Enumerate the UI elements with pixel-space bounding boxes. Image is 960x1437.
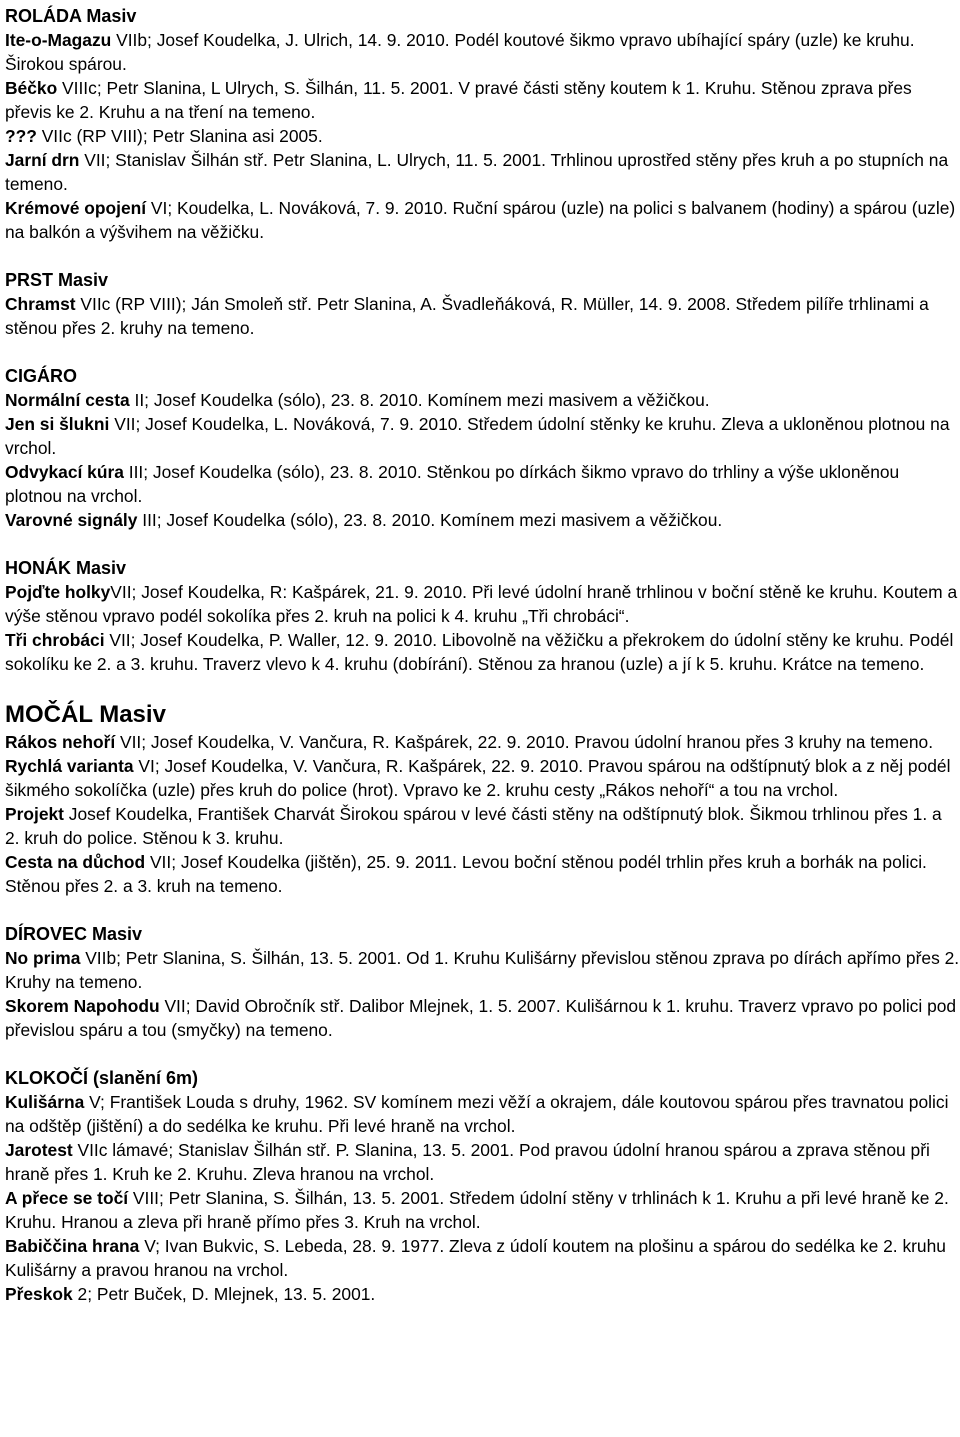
section-heading: ROLÁDA Masiv [5, 6, 137, 26]
route-entry [5, 508, 960, 532]
route-name: Přeskok [5, 1284, 73, 1304]
section-heading: MOČÁL Masiv [5, 701, 166, 728]
section [5, 1066, 960, 1306]
route-entry [5, 802, 960, 850]
route-description: V; František Louda s druhy, 1962. SV komínem mezi věží a okrajem, dále koutovou spárou přes travnatou polici na odštěp (jištění) a do sedélka ke kruhu. Při levé hraně na vrchol. [5, 1092, 949, 1136]
route-name: Tři chrobáci [5, 630, 105, 650]
route-description: Josef Koudelka, František Charvát Širokou spárou v levé části stěny na odštípnutý blok. Šikmou trhlinou přes 1. a 2. kruh do police. Stěnou k 3. kruhu. [5, 804, 942, 848]
route-description: VIII; Petr Slanina, S. Šilhán, 13. 5. 2001. Středem údolní stěny v trhlinách k 1. Kruhu a při levé hraně ke 2. Kruhu. Hranou a zleva při hraně přímo přes 3. Kruh na vrchol. [5, 1188, 949, 1232]
route-name: Ite-o-Magazu [5, 30, 112, 50]
section-spacer [5, 532, 960, 556]
route-entry [5, 388, 960, 412]
route-name: Krémové opojení [5, 198, 147, 218]
route-entry [5, 460, 960, 508]
route-name: Jarní drn [5, 150, 80, 170]
route-name: No prima [5, 948, 81, 968]
route-entry [5, 1282, 960, 1306]
route-entry [5, 628, 960, 676]
section-heading: HONÁK Masiv [5, 558, 127, 578]
section-heading: KLOKOČÍ (slanění 6m) [5, 1068, 199, 1088]
route-name: Cesta na důchod [5, 852, 146, 872]
route-name: Projekt [5, 804, 64, 824]
route-entry [5, 412, 960, 460]
route-description: V; Ivan Bukvic, S. Lebeda, 28. 9. 1977. Zleva z údolí koutem na plošinu a spárou do sedélka ke 2. kruhu Kulišárny a pravou hranou na vrchol. [5, 1236, 946, 1280]
section-heading: DÍROVEC Masiv [5, 924, 143, 944]
route-name: Odvykací kúra [5, 462, 124, 482]
section-spacer [5, 898, 960, 922]
route-description: VII; Josef Koudelka, V. Vančura, R. Kašpárek, 22. 9. 2010. Pravou údolní hranou přes 3 kruhy na temeno. [115, 732, 934, 752]
route-description: VII; Josef Koudelka (jištěn), 25. 9. 2011. Levou boční stěnou podél trhlin přes kruh a borhák na polici. Stěnou přes 2. a 3. kruh na temeno. [5, 852, 927, 896]
section-heading: CIGÁRO [5, 366, 77, 386]
route-description: VII; Josef Koudelka, L. Nováková, 7. 9. 2010. Středem údolní stěnky ke kruhu. Zleva a ukloněnou plotnou na vrchol. [5, 414, 950, 458]
route-name: Chramst [5, 294, 76, 314]
route-name: Rákos nehoří [5, 732, 116, 752]
route-description: 2; Petr Buček, D. Mlejnek, 13. 5. 2001. [72, 1284, 376, 1304]
route-entry [5, 580, 960, 628]
route-name: ??? [5, 126, 37, 146]
route-description: III; Josef Koudelka (sólo), 23. 8. 2010. Komínem mezi masivem a věžičkou. [137, 510, 723, 530]
route-name: Jarotest [5, 1140, 73, 1160]
route-entry [5, 124, 960, 148]
route-description: VIIb; Petr Slanina, S. Šilhán, 13. 5. 2001. Od 1. Kruhu Kulišárny převislou stěnou zprava po dírách apřímo přes 2. Kruhy na temeno. [5, 948, 960, 992]
route-name: Kulišárna [5, 1092, 85, 1112]
section [5, 556, 960, 676]
section [5, 700, 960, 898]
section-spacer [5, 1042, 960, 1066]
route-description: VI; Josef Koudelka, V. Vančura, R. Kašpárek, 22. 9. 2010. Pravou spárou na odštípnutý blok a z něj podél šikmého sokolíčka (uzle) přes kruh do police (hrot). Vpravo ke 2. kruhu cesty „Rákos nehoří“ a tou na vrchol. [5, 756, 951, 800]
route-description: VII; David Obročník stř. Dalibor Mlejnek, 1. 5. 2007. Kulišárnou k 1. kruhu. Traverz vpravo po polici pod převislou spáru a tou (smyčky) na temeno. [5, 996, 957, 1040]
route-description: VII; Stanislav Šilhán stř. Petr Slanina, L. Ulrych, 11. 5. 2001. Trhlinou uprostřed stěny přes kruh a po stupních na temeno. [5, 150, 949, 194]
route-entry [5, 1234, 960, 1282]
section-heading: PRST Masiv [5, 270, 109, 290]
route-description: VIIc lámavé; Stanislav Šilhán stř. P. Slanina, 13. 5. 2001. Pod pravou údolní hranou spárou a zprava stěnou při hraně přes 1. Kruh ke 2. Kruhu. Zleva hranou na vrchol. [5, 1140, 930, 1184]
route-description: II; Josef Koudelka (sólo), 23. 8. 2010. Komínem mezi masivem a věžičkou. [129, 390, 710, 410]
route-name: Béčko [5, 78, 58, 98]
route-entry [5, 1186, 960, 1234]
route-description: VIIc (RP VIII); Petr Slanina asi 2005. [36, 126, 323, 146]
route-entry [5, 946, 960, 994]
route-name: Rychlá varianta [5, 756, 134, 776]
section [5, 922, 960, 1042]
route-name: Pojďte holky [5, 582, 111, 602]
section [5, 364, 960, 532]
section [5, 4, 960, 244]
route-description: VIIc (RP VIII); Ján Smoleň stř. Petr Slanina, A. Švadleňáková, R. Müller, 14. 9. 2008. Středem pilíře trhlinami a stěnou přes 2. kruhy na temeno. [5, 294, 929, 338]
route-name: Normální cesta [5, 390, 130, 410]
route-entry [5, 28, 960, 76]
route-entry [5, 994, 960, 1042]
route-entry [5, 754, 960, 802]
section-spacer [5, 244, 960, 268]
route-entry [5, 730, 960, 754]
route-name: Babiččina hrana [5, 1236, 140, 1256]
route-description: VII; Josef Koudelka, R: Kašpárek, 21. 9. 2010. Při levé údolní hraně trhlinou v boční stěně ke kruhu. Koutem a výše stěnou vpravo podél sokolíka přes 2. kruh na polici k 4. kruhu „Tři chrobáci“. [5, 582, 958, 626]
route-entry [5, 850, 960, 898]
route-description: VI; Koudelka, L. Nováková, 7. 9. 2010. Ruční spárou (uzle) na polici s balvanem (hodiny) a spárou (uzle) na balkón a výšvihem na věžičku. [5, 198, 956, 242]
route-name: Jen si šlukni [5, 414, 110, 434]
section [5, 268, 960, 340]
route-name: Varovné signály [5, 510, 138, 530]
route-entry [5, 1138, 960, 1186]
section-spacer [5, 676, 960, 700]
route-entry [5, 292, 960, 340]
route-description: VIIIc; Petr Slanina, L Ulrych, S. Šilhán, 11. 5. 2001. V pravé části stěny koutem k 1. Kruhu. Stěnou zprava přes převis ke 2. Kruhu a na tření na temeno. [5, 78, 912, 122]
route-name: A přece se točí [5, 1188, 129, 1208]
route-description: VIIb; Josef Koudelka, J. Ulrich, 14. 9. 2010. Podél koutové šikmo vpravo ubíhající spáry (uzle) ke kruhu. Širokou spárou. [5, 30, 915, 74]
route-name: Skorem Napohodu [5, 996, 160, 1016]
route-entry [5, 148, 960, 196]
route-entry [5, 76, 960, 124]
route-entry [5, 1090, 960, 1138]
section-spacer [5, 340, 960, 364]
route-entry [5, 196, 960, 244]
route-description: III; Josef Koudelka (sólo), 23. 8. 2010. Stěnkou po dírkách šikmo vpravo do trhliny a výše ukloněnou plotnou na vrchol. [5, 462, 900, 506]
route-description: VII; Josef Koudelka, P. Waller, 12. 9. 2010. Libovolně na věžičku a překrokem do údolní stěny ke kruhu. Podél sokolíku ke 2. a 3. kruhu. Traverz vlevo k 4. kruhu (dobírání). Stěnou za hranou (uzle) a jí k 5. kruhu. Krátce na temeno. [5, 630, 954, 674]
